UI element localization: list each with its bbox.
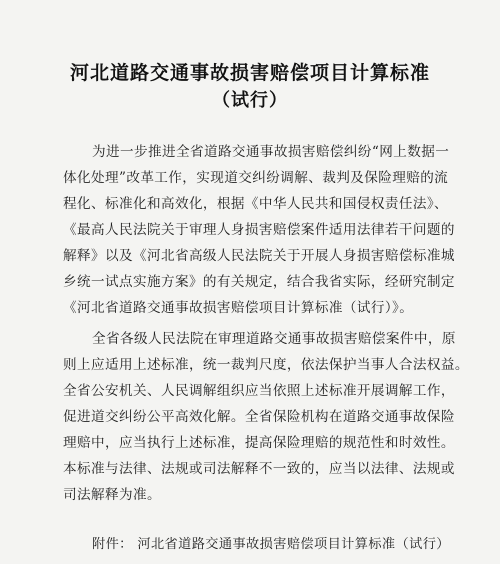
document-title: 河北道路交通事故损害赔偿项目计算标准 bbox=[69, 62, 430, 84]
paragraph-line: 司法解释为准。 bbox=[63, 487, 161, 503]
paragraph-line: 全省公安机关、人民调解组织应当依照上述标准开展调解工作， bbox=[63, 383, 455, 399]
paragraph-line: 体化处理”改革工作，实现道交纠纷调解、裁判及保险理赔的流 bbox=[63, 170, 449, 186]
paragraph-line: 程化、标准化和高效化，根据《中华人民共和国侵权责任法》、 bbox=[63, 196, 449, 212]
paragraph-line: 则上应适用上述标准，统一裁判尺度，依法保护当事人合法权益。 bbox=[63, 357, 469, 373]
appendix-reference: 附件： 河北省道路交通事故损害赔偿项目计算标准（试行） bbox=[92, 537, 450, 552]
paragraph-line: 为进一步推进全省道路交通事故损害赔偿纠纷“网上数据一 bbox=[92, 144, 450, 160]
paragraph-line: 《最高人民法院关于审理人身损害赔偿案件适用法律若干问题的 bbox=[63, 222, 455, 238]
paragraph-line: 乡统一试点实施方案》的有关规定，结合我省实际，经研究制定 bbox=[63, 274, 455, 290]
paragraph-line: 全省各级人民法院在审理道路交通事故损害赔偿案件中，原 bbox=[92, 331, 456, 347]
paragraph-line: 理赔中，应当执行上述标准，提高保险理赔的规范性和时效性。 bbox=[63, 435, 455, 451]
paragraph-line: 《河北省道路交通事故损害赔偿项目计算标准（试行）》。 bbox=[63, 300, 414, 316]
paragraph-line: 本标准与法律、法规或司法解释不一致的，应当以法律、法规或 bbox=[63, 461, 455, 477]
paragraph-line: 促进道交纠纷公平高效化解。全省保险机构在道路交通事故保险 bbox=[63, 409, 455, 425]
document-subtitle: （试行） bbox=[212, 90, 288, 111]
paragraph-line: 解释》以及《河北省高级人民法院关于开展人身损害赔偿标准城 bbox=[63, 248, 455, 264]
